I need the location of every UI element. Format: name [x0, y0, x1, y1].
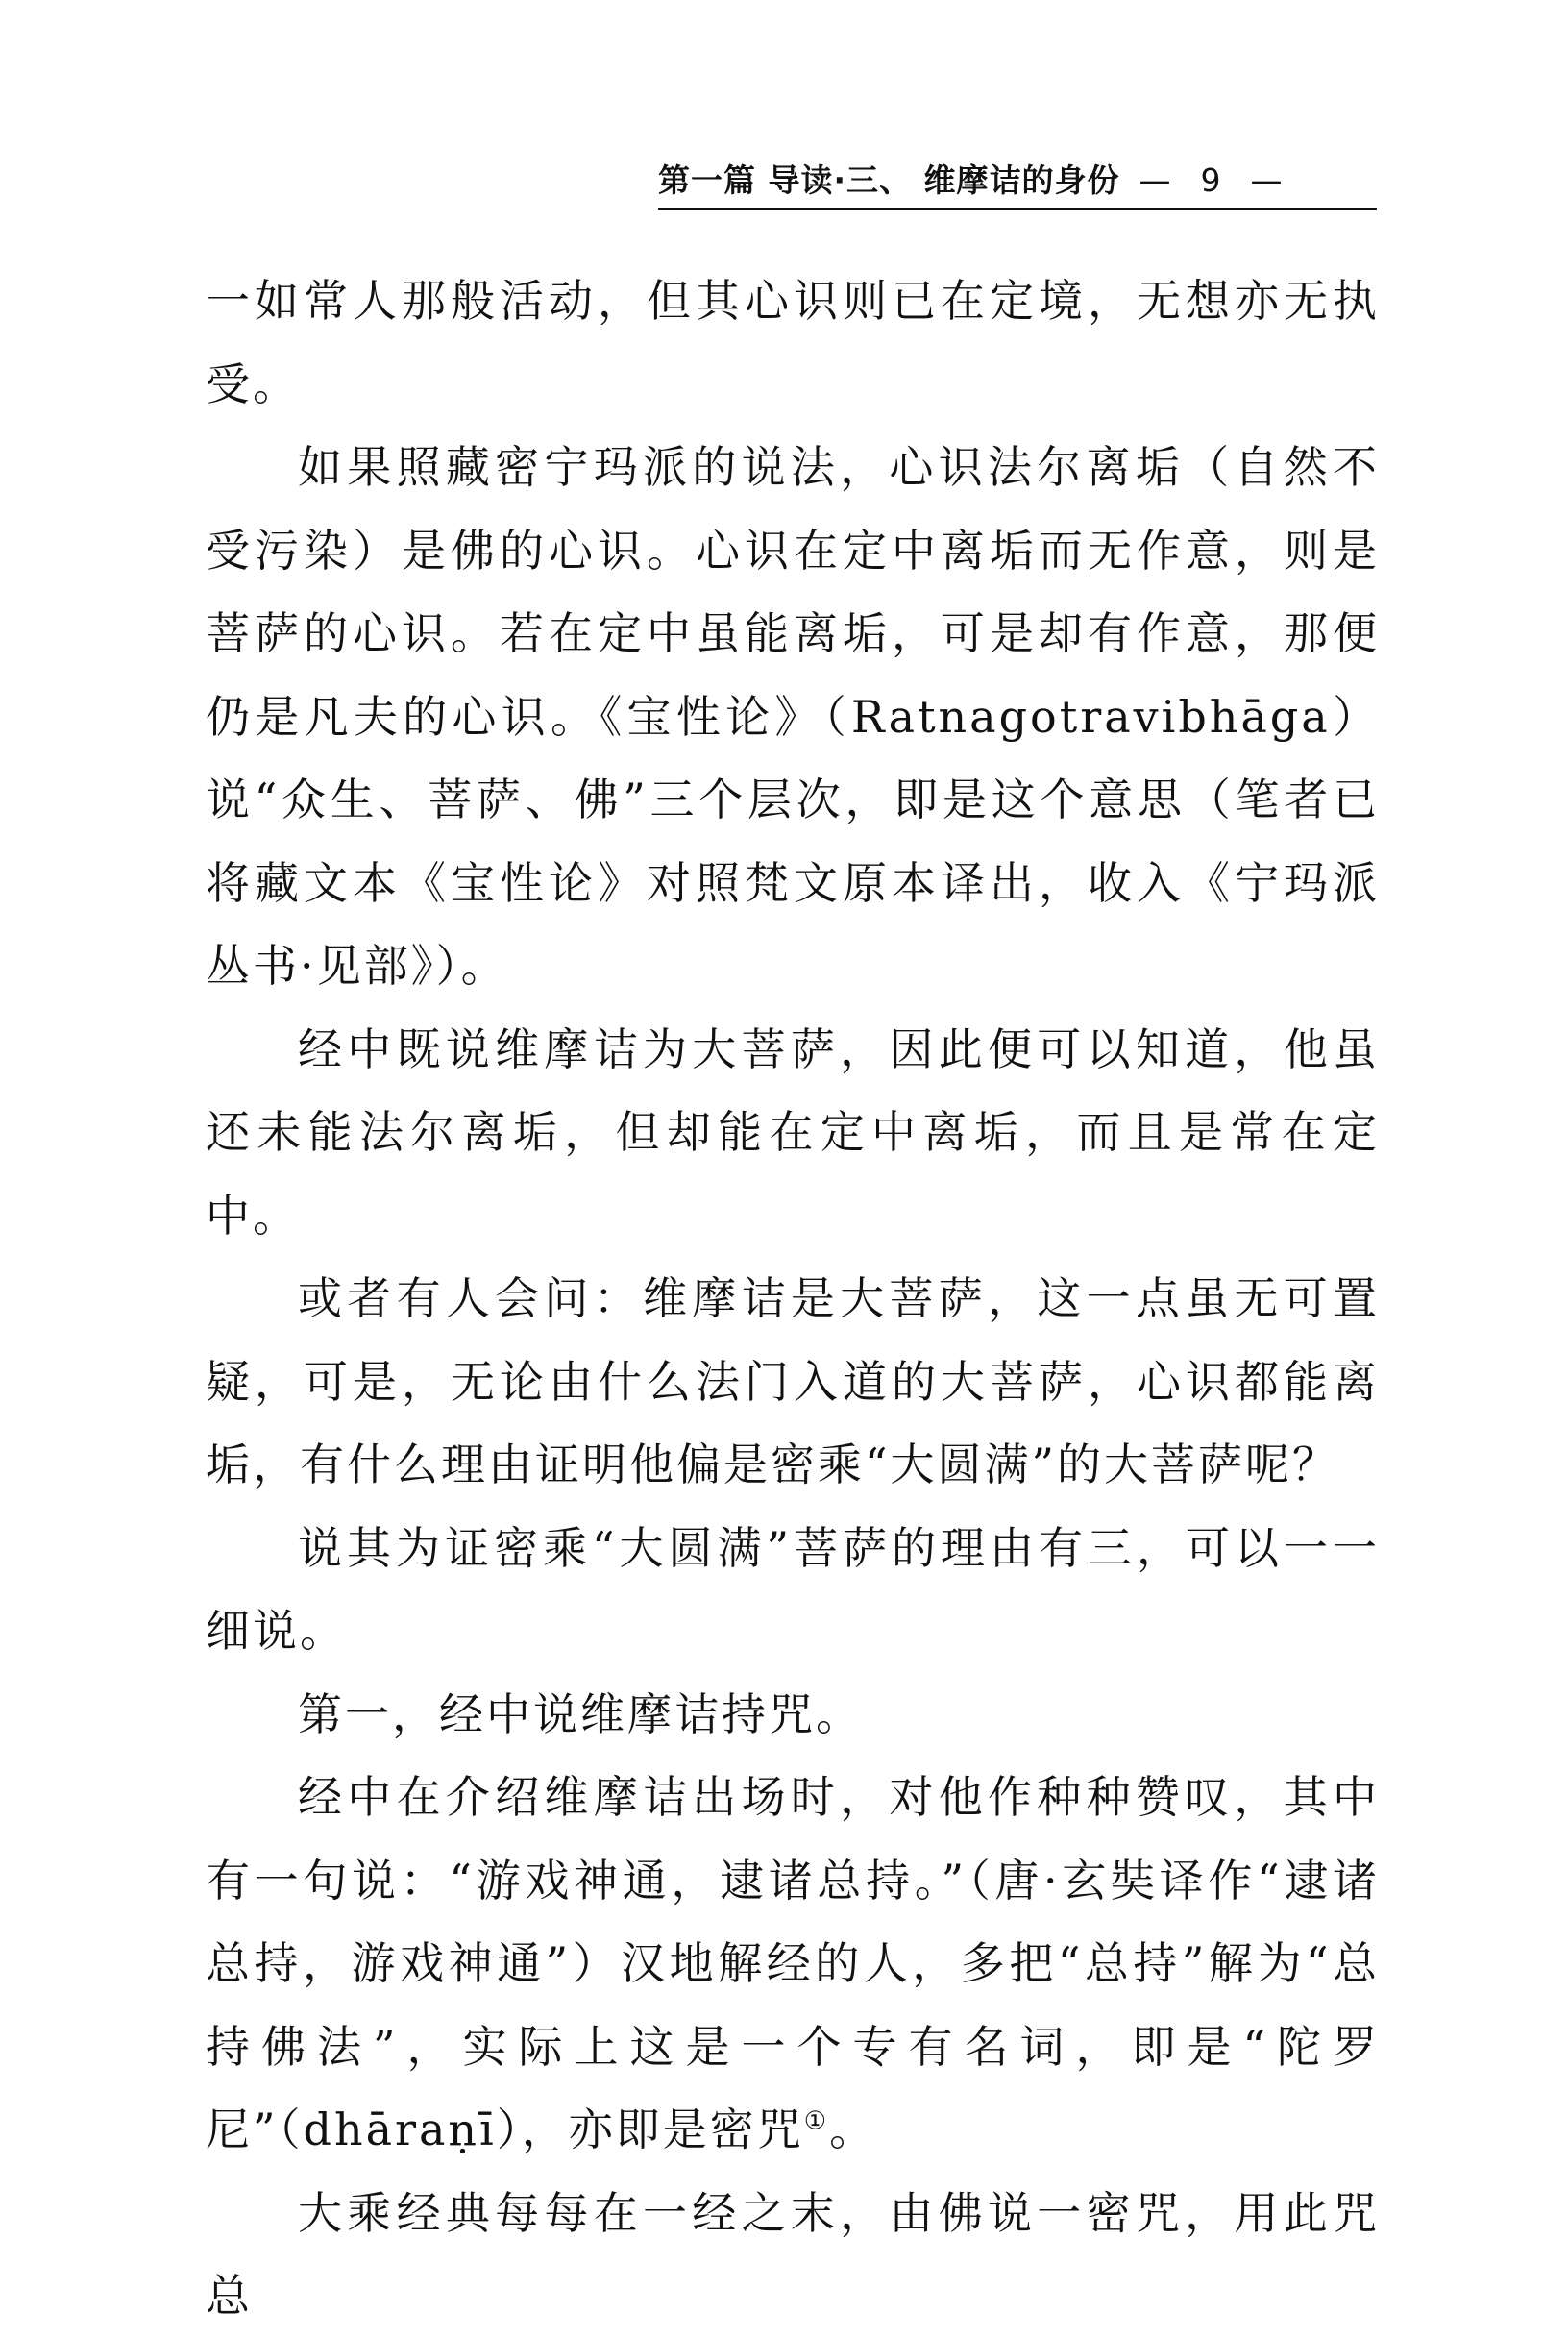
running-head-dash-left: — — [1139, 161, 1172, 199]
paragraph-great-bodhisattva: 经中既说维摩诘为大菩萨，因此便可以知道，他虽还未能法尔离垢，但却能在定中离垢，而且是常在定中。 — [206, 1022, 1380, 1242]
running-head-dash-right: — — [1250, 161, 1284, 199]
paragraph-three-reasons: 说其为证密乘“大圆满”菩萨的理由有三，可以一一细说。 — [206, 1521, 1380, 1657]
paragraph-question: 或者有人会问：维摩诘是大菩萨，这一点虽无可置疑，可是，无论由什么法门入道的大菩萨，心识都能离垢，有什么理由证明他偏是密乘“大圆满”的大菩萨呢？ — [206, 1272, 1380, 1490]
paragraph-first-reason: 第一，经中说维摩诘持咒。 — [298, 1687, 863, 1740]
paragraph-nyingma-view: 如果照藏密宁玛派的说法，心识法尔离垢（自然不受污染）是佛的心识。心识在定中离垢而无作意，则是菩萨的心识。若在定中虽能离垢，可是却有作意，那便仍是凡夫的心识。《宝性论》（Ratnagotravibhāga）说“众生、菩萨、佛”三个层次，即是这个意思（笔者已将藏文本《宝性论》对照梵文原本译出，收入《宁玛派丛书·见部》）。 — [206, 441, 1380, 992]
page-number: 9 — [1200, 161, 1222, 199]
paragraph-mahayana-sutras: 大乘经典每每在一经之末，由佛说一密咒，用此咒总 — [206, 2186, 1380, 2322]
footnote-marker[interactable]: ① — [803, 2106, 830, 2136]
running-head-title: 第一篇 导读·三、 维摩诘的身份 — [658, 161, 1120, 199]
paragraph-dharani-end: 。 — [829, 2104, 877, 2155]
paragraph-dharani — [206, 1756, 1380, 2172]
body-text — [206, 259, 1380, 2338]
paragraph-continued: 一如常人那般活动，但其心识则已在定境，无想亦无执受。 — [206, 275, 1380, 410]
running-head — [658, 161, 1377, 210]
paragraph-dharani-text: 经中在介绍维摩诘出场时，对他作种种赞叹，其中有一句说：“游戏神通，逮诸总持。”（唐·玄奘译作“逮诸总持，游戏神通”）汉地解经的人，多把“总持”解为“总持佛法”，实际上这是一个专有名词，即是“陀罗尼”（dhāraṇī），亦即是密咒 — [206, 1771, 1380, 2155]
